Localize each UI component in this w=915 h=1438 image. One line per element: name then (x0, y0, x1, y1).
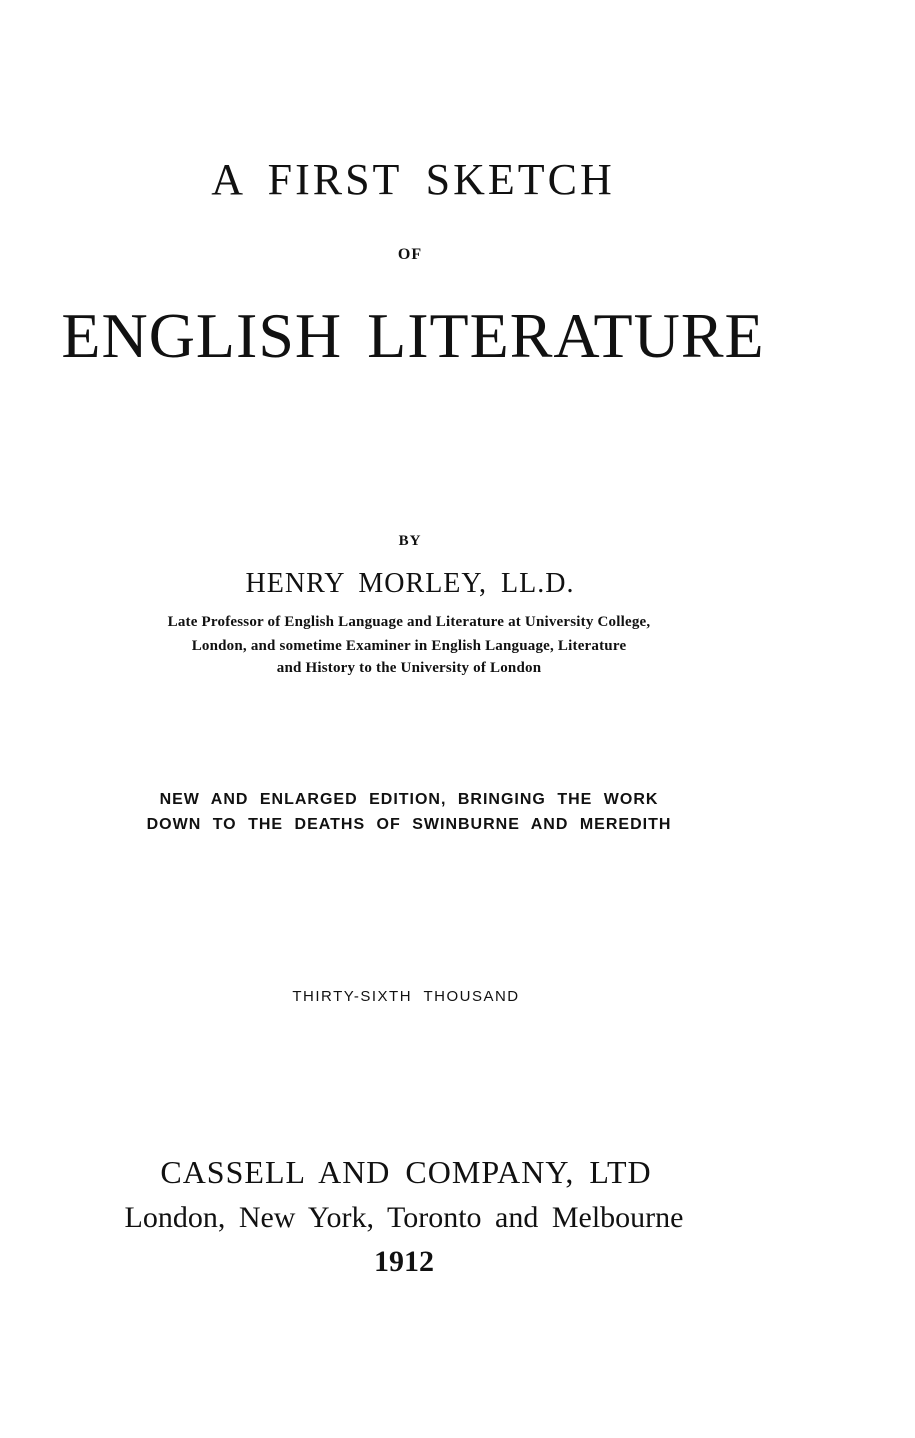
author-affiliation-line-3: and History to the University of London (276, 660, 542, 676)
book-title-top: A FIRST SKETCH (211, 155, 615, 204)
author-name: HENRY MORLEY, LL.D. (245, 568, 575, 599)
edition-note-line-2: DOWN TO THE DEATHS OF SWINBURNE AND MEREDITH (146, 816, 672, 833)
edition-note-line-1: NEW AND ENLARGED EDITION, BRINGING THE WORK (159, 791, 659, 808)
publisher-name: CASSELL AND COMPANY, LTD (160, 1154, 652, 1190)
publication-year: 1912 (374, 1245, 434, 1278)
author-affiliation-line-1: Late Professor of English Language and Literature at University College, (167, 614, 651, 630)
title-connector: OF (397, 246, 423, 263)
publisher-cities: London, New York, Toronto and Melbourne (124, 1201, 684, 1234)
author-by-label: BY (398, 533, 422, 549)
book-title-main: ENGLISH LITERATURE (61, 300, 765, 371)
print-run-note: THIRTY-SIXTH THOUSAND (292, 988, 520, 1005)
author-affiliation-line-2: London, and sometime Examiner in English Language, Literature (191, 638, 627, 654)
